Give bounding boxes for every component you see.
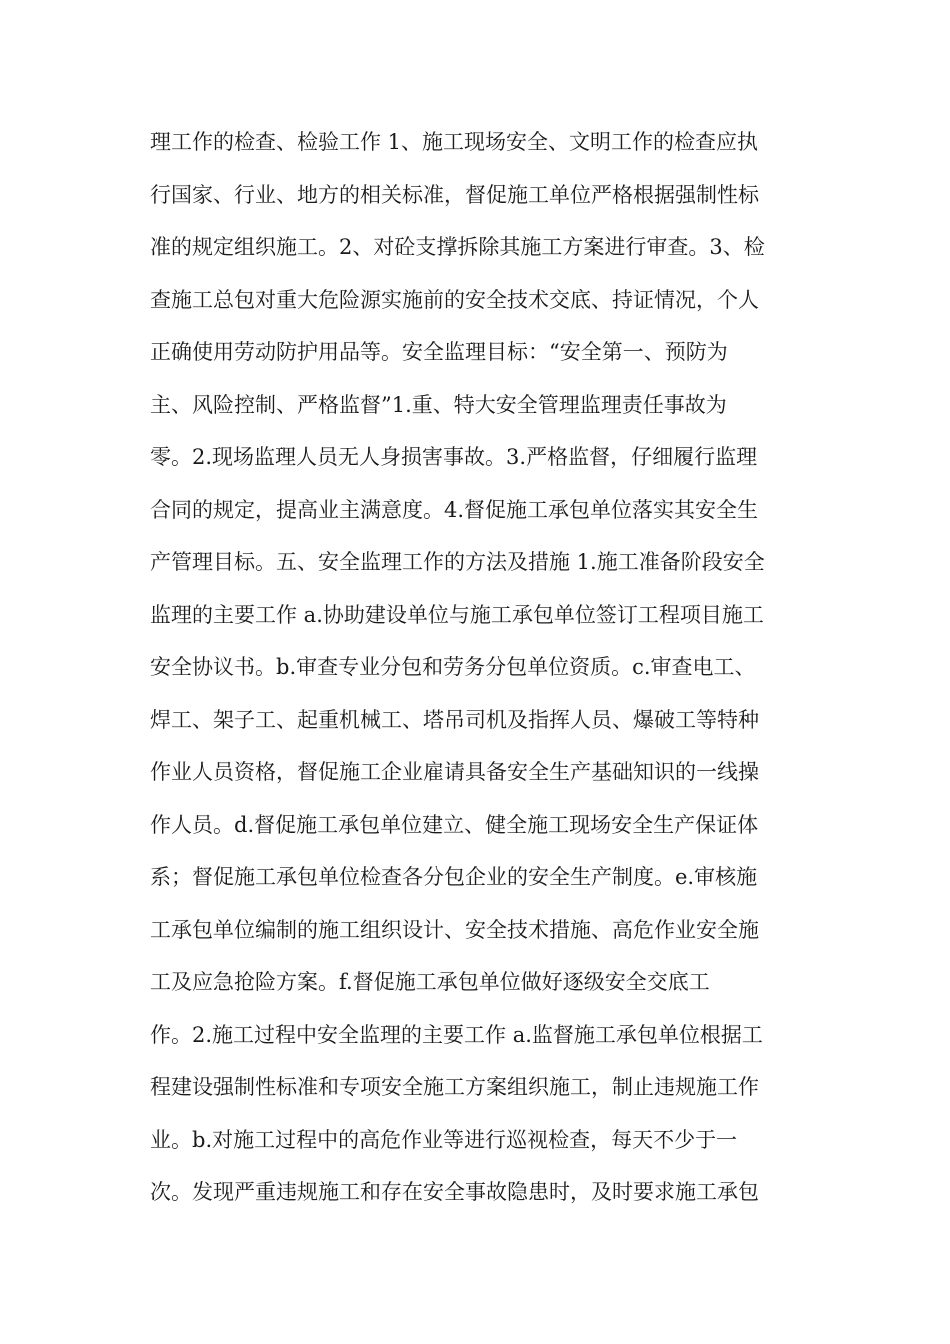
text-line: 监理的主要工作 a.协助建设单位与施工承包单位签订工程项目施工 [150, 602, 764, 627]
text-line: 工承包单位编制的施工组织设计、安全技术措施、高危作业安全施 [150, 917, 759, 942]
text-line: 理工作的检查、检验工作 1、施工现场安全、文明工作的检查应执 [150, 130, 759, 154]
text-line: 查施工总包对重大危险源实施前的安全技术交底、持证情况，个人 [150, 287, 759, 312]
text-line: 作业人员资格，督促施工企业雇请具备安全生产基础知识的一线操 [150, 760, 759, 784]
text-line: 主、风险控制、严格监督”1.重、特大安全管理监理责任事故为 [150, 392, 727, 417]
text-line: 行国家、行业、地方的相关标准，督促施工单位严格根据强制性标 [150, 182, 759, 207]
body-text [150, 116, 810, 1219]
text-line: 次。发现严重违规施工和存在安全事故隐患时，及时要求施工承包 [150, 1180, 759, 1204]
text-line: 零。2.现场监理人员无人身损害事故。3.严格监督，仔细履行监理 [150, 445, 758, 469]
text-line: 系；督促施工承包单位检查各分包企业的安全生产制度。e.审核施 [150, 865, 758, 889]
text-line: 合同的规定，提高业主满意度。4.督促施工承包单位落实其安全生 [150, 497, 759, 522]
text-line: 作人员。d.督促施工承包单位建立、健全施工现场安全生产保证体 [150, 812, 759, 837]
text-line: 程建设强制性标准和专项安全施工方案组织施工，制止违规施工作 [150, 1075, 759, 1099]
text-line: 焊工、架子工、起重机械工、塔吊司机及指挥人员、爆破工等特种 [150, 707, 759, 732]
text-line: 产管理目标。五、安全监理工作的方法及措施 1.施工准备阶段安全 [150, 550, 765, 574]
text-line: 正确使用劳动防护用品等。安全监理目标：“安全第一、预防为 [150, 340, 728, 364]
text-line: 作。2.施工过程中安全监理的主要工作 a.监督施工承包单位根据工 [150, 1022, 763, 1047]
text-line: 准的规定组织施工。2、对砼支撑拆除其施工方案进行审查。3、检 [150, 235, 765, 259]
text-line: 业。b.对施工过程中的高危作业等进行巡视检查，每天不少于一 [150, 1127, 738, 1152]
text-line: 工及应急抢险方案。f.督促施工承包单位做好逐级安全交底工 [150, 970, 710, 994]
text-line: 安全协议书。b.审查专业分包和劳务分包单位资质。c.审查电工、 [150, 655, 756, 679]
